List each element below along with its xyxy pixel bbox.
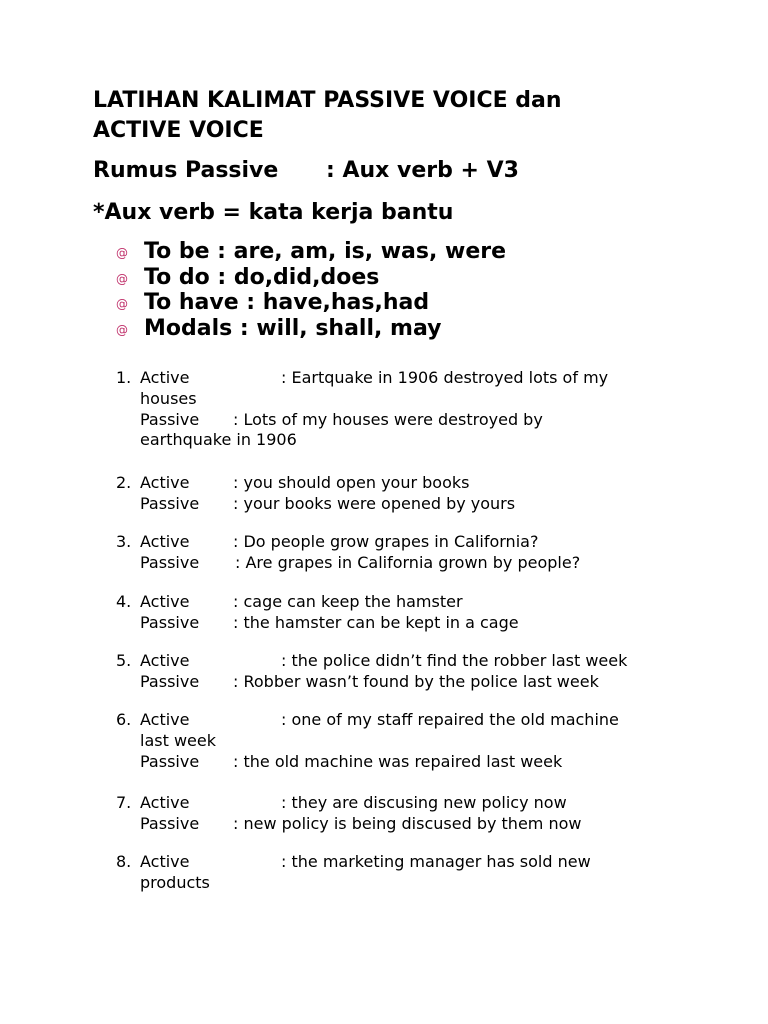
active-sentence-cont: products (140, 873, 210, 892)
formula-line (93, 156, 519, 186)
active-label: Active (140, 710, 190, 729)
active-label: Active (140, 852, 190, 871)
passive-sentence: : the hamster can be kept in a cage (233, 613, 519, 632)
passive-sentence: : Robber wasn’t found by the police last week (233, 672, 599, 691)
aux-verb-list (116, 239, 506, 341)
exercise-item (116, 852, 591, 894)
item-number: 2. (116, 473, 132, 492)
list-item: @ To be : are, am, is, was, were (116, 239, 506, 265)
passive-sentence: : your books were opened by yours (233, 494, 516, 513)
passive-label: Passive (140, 613, 200, 632)
active-sentence: : the police didn’t find the robber last week (281, 651, 628, 670)
exercise-item (116, 532, 580, 574)
active-sentence: : the marketing manager has sold new (281, 852, 591, 871)
exercise-item (116, 651, 627, 693)
passive-label: Passive (140, 814, 200, 833)
item-number: 1. (116, 368, 132, 387)
exercise-item (116, 793, 581, 835)
item-number: 8. (116, 852, 132, 871)
spiral-bullet-icon: @ (116, 297, 128, 311)
passive-label: Passive (140, 494, 200, 513)
passive-label: Passive (140, 409, 200, 429)
item-number: 3. (116, 532, 132, 551)
active-label: Active (140, 532, 190, 551)
active-sentence: : Do people grow grapes in California? (233, 532, 539, 551)
list-item: @ Modals : will, shall, may (116, 316, 506, 342)
formula-value: : Aux verb + V3 (326, 158, 519, 183)
active-label: Active (140, 651, 190, 670)
aux-definition: *Aux verb = kata kerja bantu (93, 200, 454, 225)
passive-sentence: : the old machine was repaired last week (233, 751, 563, 771)
active-label: Active (140, 592, 190, 611)
active-label: Active (140, 473, 190, 492)
formula-label: Rumus Passive (93, 158, 279, 183)
active-label: Active (140, 793, 190, 812)
page-title: LATIHAN KALIMAT PASSIVE VOICE dan ACTIVE VOICE (93, 88, 562, 143)
exercise-item (116, 473, 515, 515)
active-sentence-cont: houses (140, 389, 197, 408)
item-number: 7. (116, 793, 132, 812)
passive-sentence: : Lots of my houses were destroyed by (233, 409, 543, 429)
exercise-item (116, 710, 619, 772)
active-sentence: : one of my staff repaired the old machine (281, 710, 619, 729)
list-item: @ To have : have,has,had (116, 290, 506, 316)
item-number: 5. (116, 651, 132, 670)
passive-label: Passive (140, 553, 200, 572)
active-label: Active (140, 368, 190, 387)
exercise-item (116, 592, 519, 634)
passive-label: Passive (140, 672, 200, 691)
spiral-bullet-icon: @ (116, 246, 128, 260)
list-item: @ To do : do,did,does (116, 265, 506, 291)
active-sentence-cont: last week (140, 731, 216, 750)
passive-sentence: : Are grapes in California grown by people? (235, 553, 581, 572)
passive-label: Passive (140, 751, 200, 771)
spiral-bullet-icon: @ (116, 322, 128, 337)
spiral-bullet-icon: @ (116, 271, 128, 286)
exercise-item (116, 368, 608, 451)
item-number: 6. (116, 710, 132, 729)
passive-sentence: : new policy is being discused by them now (233, 814, 582, 833)
active-sentence: : Eartquake in 1906 destroyed lots of my (281, 368, 609, 387)
active-sentence: : cage can keep the hamster (233, 592, 463, 611)
passive-sentence-cont: earthquake in 1906 (140, 430, 297, 449)
active-sentence: : you should open your books (233, 473, 470, 492)
active-sentence: : they are discusing new policy now (281, 793, 567, 812)
item-number: 4. (116, 592, 132, 611)
